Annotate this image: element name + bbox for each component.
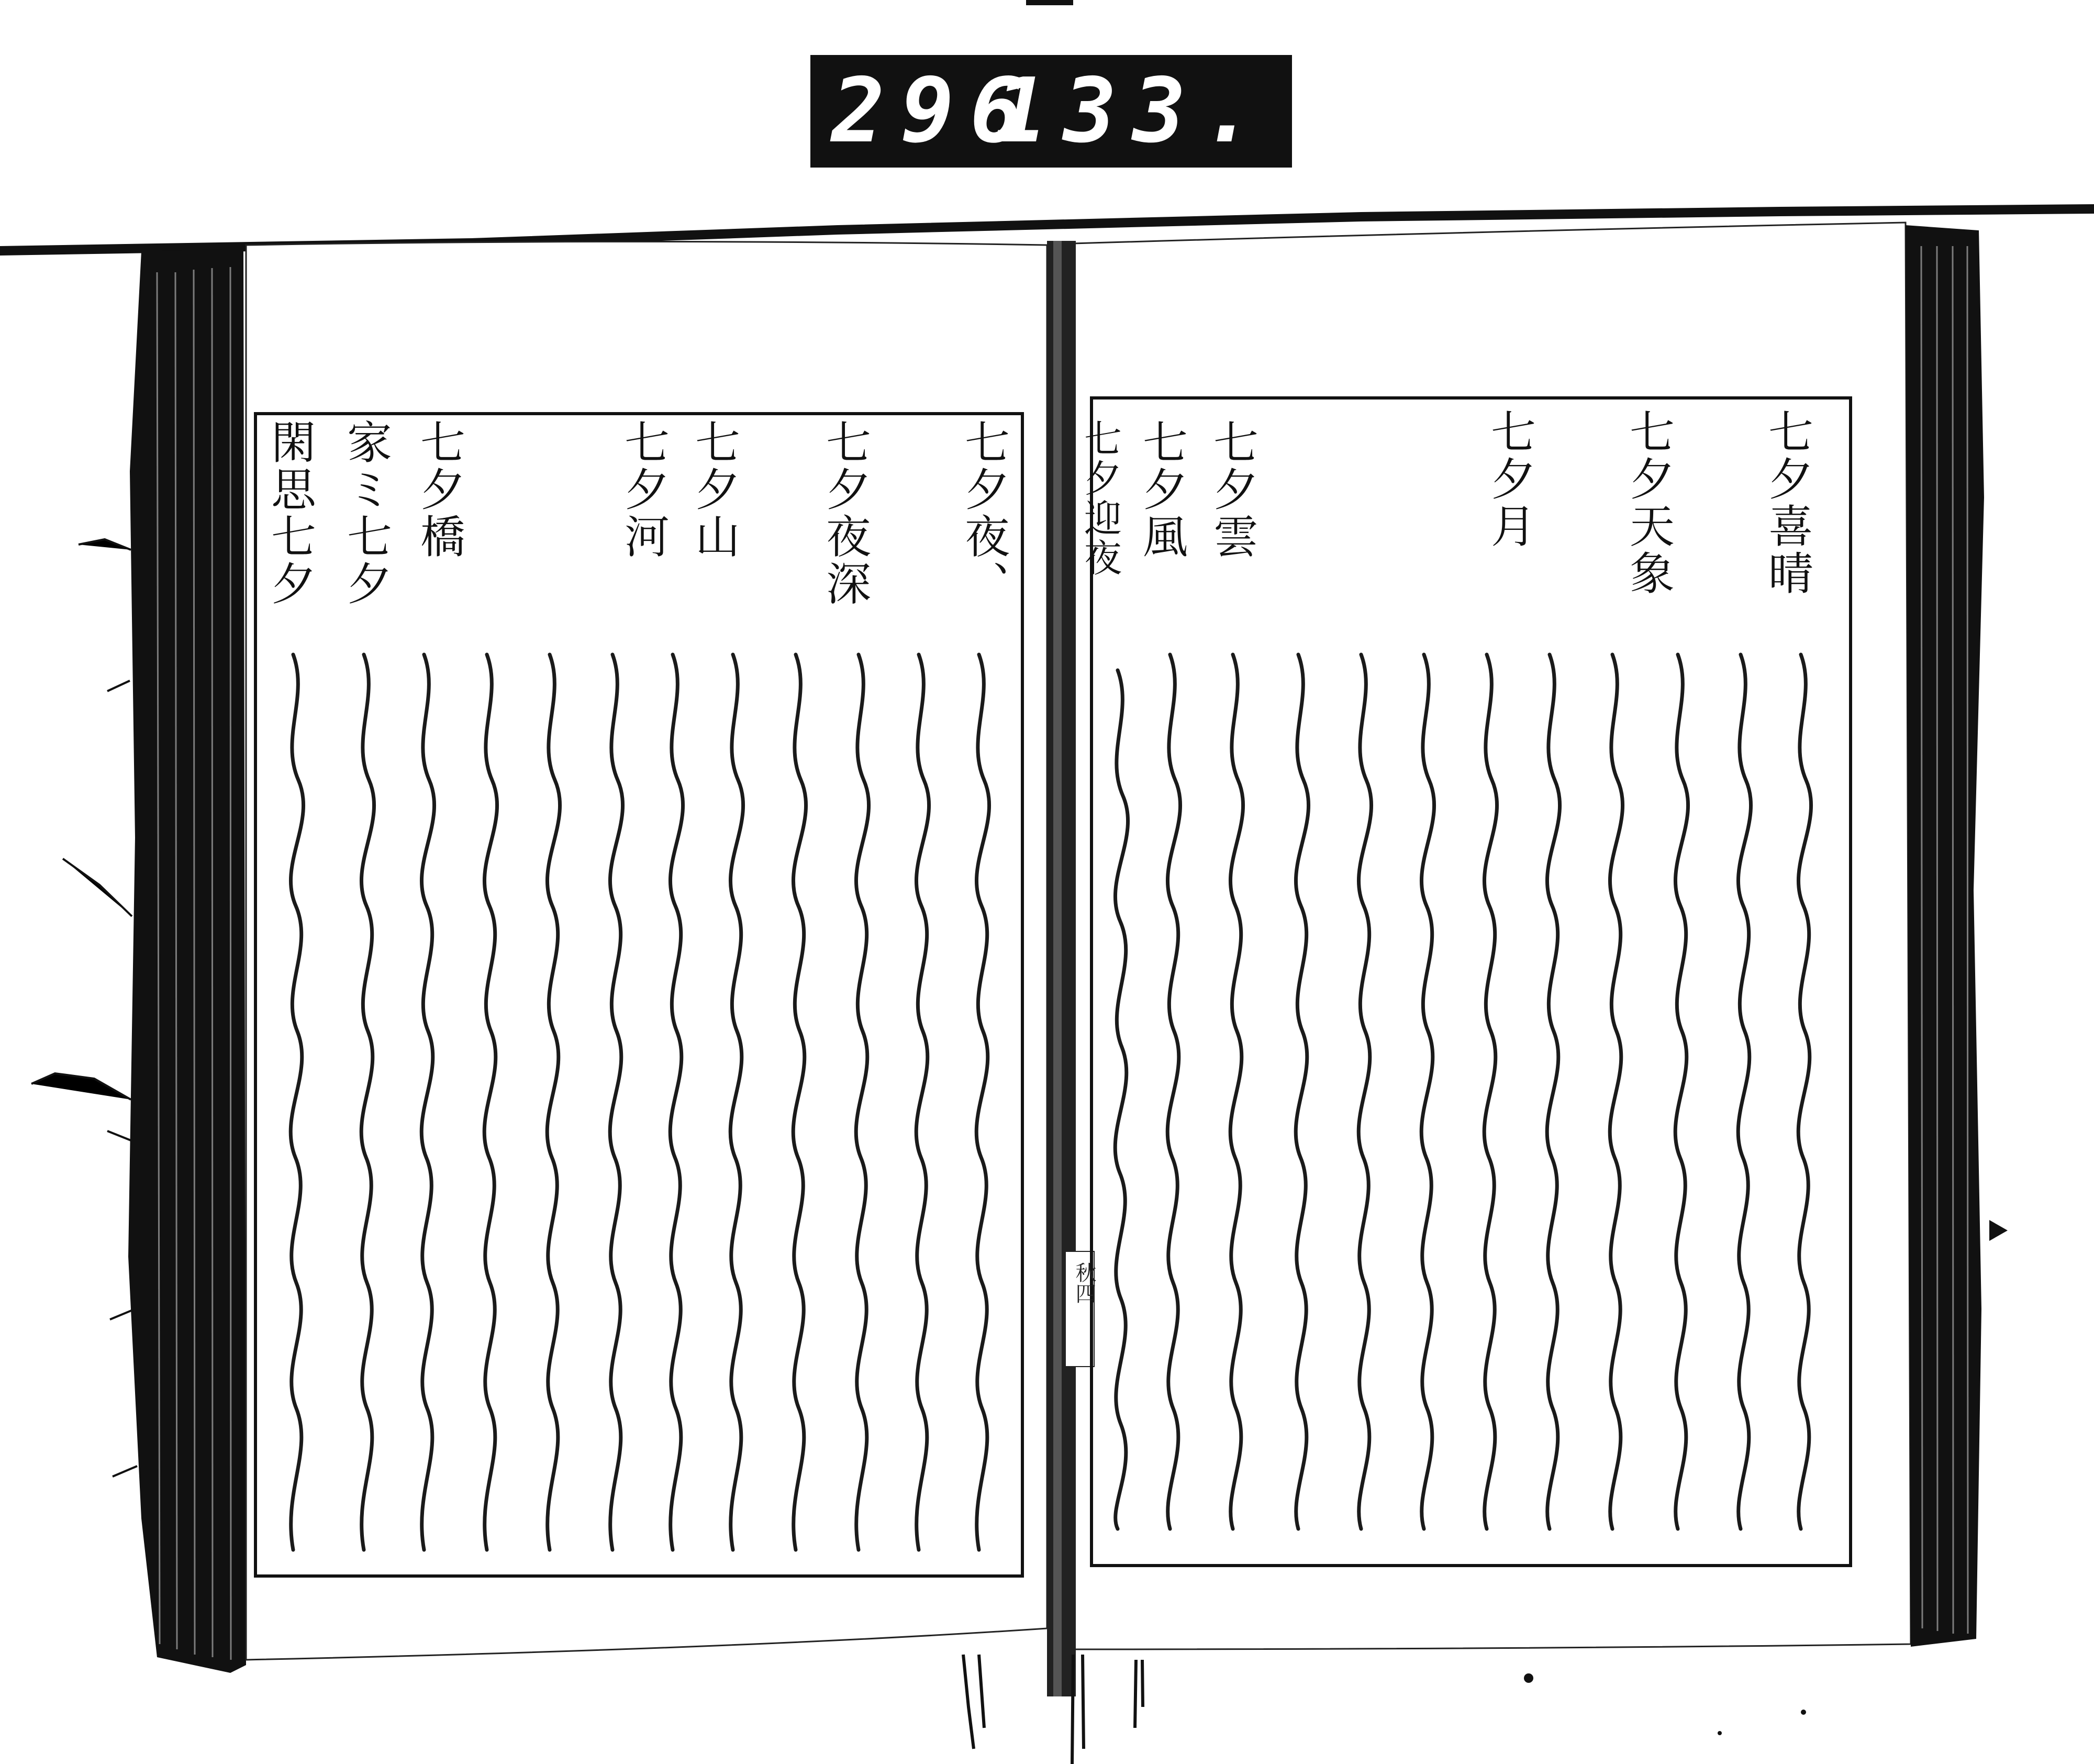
- top-mark: [1026, 0, 1073, 5]
- heading-tanabata-yoyo: 七夕夜、: [957, 419, 1009, 607]
- heading-tanabata-tensho: 七夕天象: [1622, 408, 1674, 597]
- ink-mark: [1989, 1220, 2008, 1241]
- ink-dot: [1524, 1673, 1533, 1683]
- heading-tanabata-kumo: 七夕雲: [1206, 419, 1258, 560]
- right-page-edge: [1906, 225, 1984, 1647]
- heading-tanabata-mukae-yoru: 七夕迎夜: [1078, 419, 1122, 578]
- ink-dot: [1801, 1710, 1806, 1715]
- heading-tanabata-kawa: 七夕河: [617, 419, 669, 560]
- heading-tanabata-yama: 七夕山: [687, 419, 740, 560]
- heading-kanshi-tanabata: 閑思七夕: [263, 419, 316, 607]
- heading-tanabata-tsuki: 七夕月: [1483, 408, 1535, 550]
- heading-tanabata-kisei: 七夕喜晴: [1761, 408, 1813, 597]
- heading-ieie-tanabata: 家ミ七夕: [339, 419, 392, 607]
- counter-left-number: 296: [831, 59, 1040, 163]
- counter-right-number: 133.: [994, 59, 1271, 163]
- gutter-highlight: [1053, 241, 1062, 1696]
- left-page-edge: [128, 249, 246, 1673]
- heading-tanabata-yabuka: 七夕夜深: [818, 419, 871, 607]
- heading-tanabata-hashi: 七夕橋: [413, 419, 465, 560]
- ink-dot: [1718, 1731, 1722, 1735]
- heading-tanabata-kaze: 七夕風: [1135, 419, 1187, 560]
- frame-counter: [810, 55, 1292, 168]
- gutter-section-label: 秋四: [1072, 1262, 1096, 1304]
- left-edge-frays: [31, 539, 137, 1477]
